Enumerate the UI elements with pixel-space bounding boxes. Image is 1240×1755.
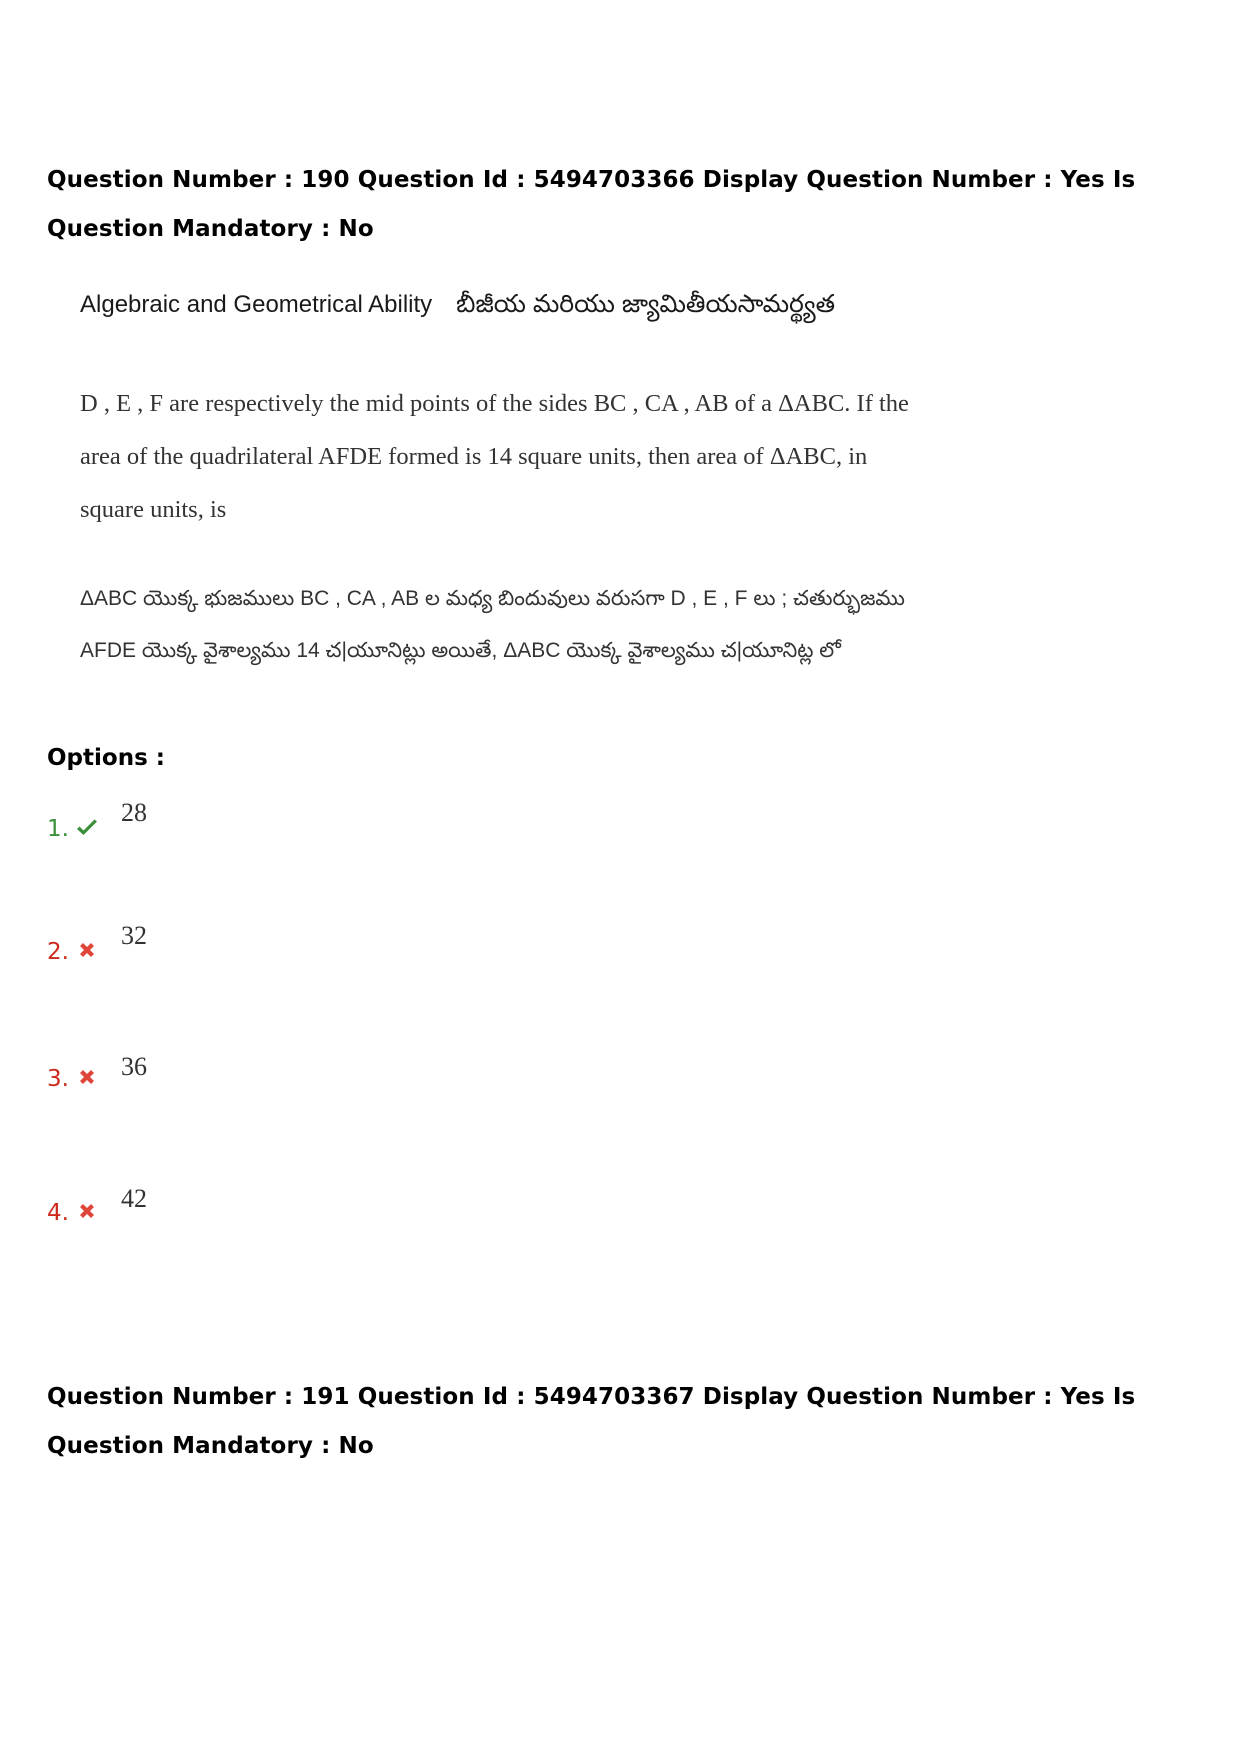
option-number: 4. bbox=[47, 1200, 69, 1226]
option-value: 28 bbox=[121, 798, 147, 827]
option-1 bbox=[47, 798, 347, 858]
cross-icon bbox=[75, 938, 99, 962]
cross-icon bbox=[75, 1065, 99, 1089]
option-number: 2. bbox=[47, 939, 69, 965]
subject-title-telugu: బీజీయ మరియు జ్యామితీయసామర్థ్యత bbox=[456, 290, 836, 318]
question-text-english: D , E , F are respectively the mid points of the sides BC , CA , AB of a ΔABC. If the area of the quadrilateral AFDE formed is 14 square units, then area of ΔABC, in square units, is bbox=[80, 390, 909, 523]
options-label: Options : bbox=[47, 745, 165, 771]
option-value: 42 bbox=[121, 1184, 147, 1213]
option-2 bbox=[47, 921, 347, 981]
subject-title-english: Algebraic and Geometrical Ability bbox=[80, 291, 433, 318]
question-header: Question Number : 190 Question Id : 5494703366 Display Question Number : Yes Is Question Mandatory : No bbox=[47, 167, 1136, 242]
subject-title bbox=[80, 290, 835, 325]
option-number: 3. bbox=[47, 1066, 69, 1092]
option-number: 1. bbox=[47, 816, 69, 842]
question-header: Question Number : 191 Question Id : 5494703367 Display Question Number : Yes Is Question Mandatory : No bbox=[47, 1384, 1136, 1459]
cross-icon bbox=[75, 1199, 99, 1223]
check-icon bbox=[75, 816, 99, 840]
option-3 bbox=[47, 1052, 347, 1112]
option-value: 32 bbox=[121, 921, 147, 950]
question-text-telugu: ΔABC యొక్క భుజములు BC , CA , AB ల మధ్య బిందువులు వరుసగా D , E , F లు ; చతుర్భుజము AFDE యొక్క వైశాల్యము 14 చ|యూనిట్లు అయితే, ΔABC యొక్క వైశాల్యము చ|యూనిట్ల లో bbox=[80, 587, 905, 662]
option-4 bbox=[47, 1184, 347, 1244]
option-value: 36 bbox=[121, 1052, 147, 1081]
